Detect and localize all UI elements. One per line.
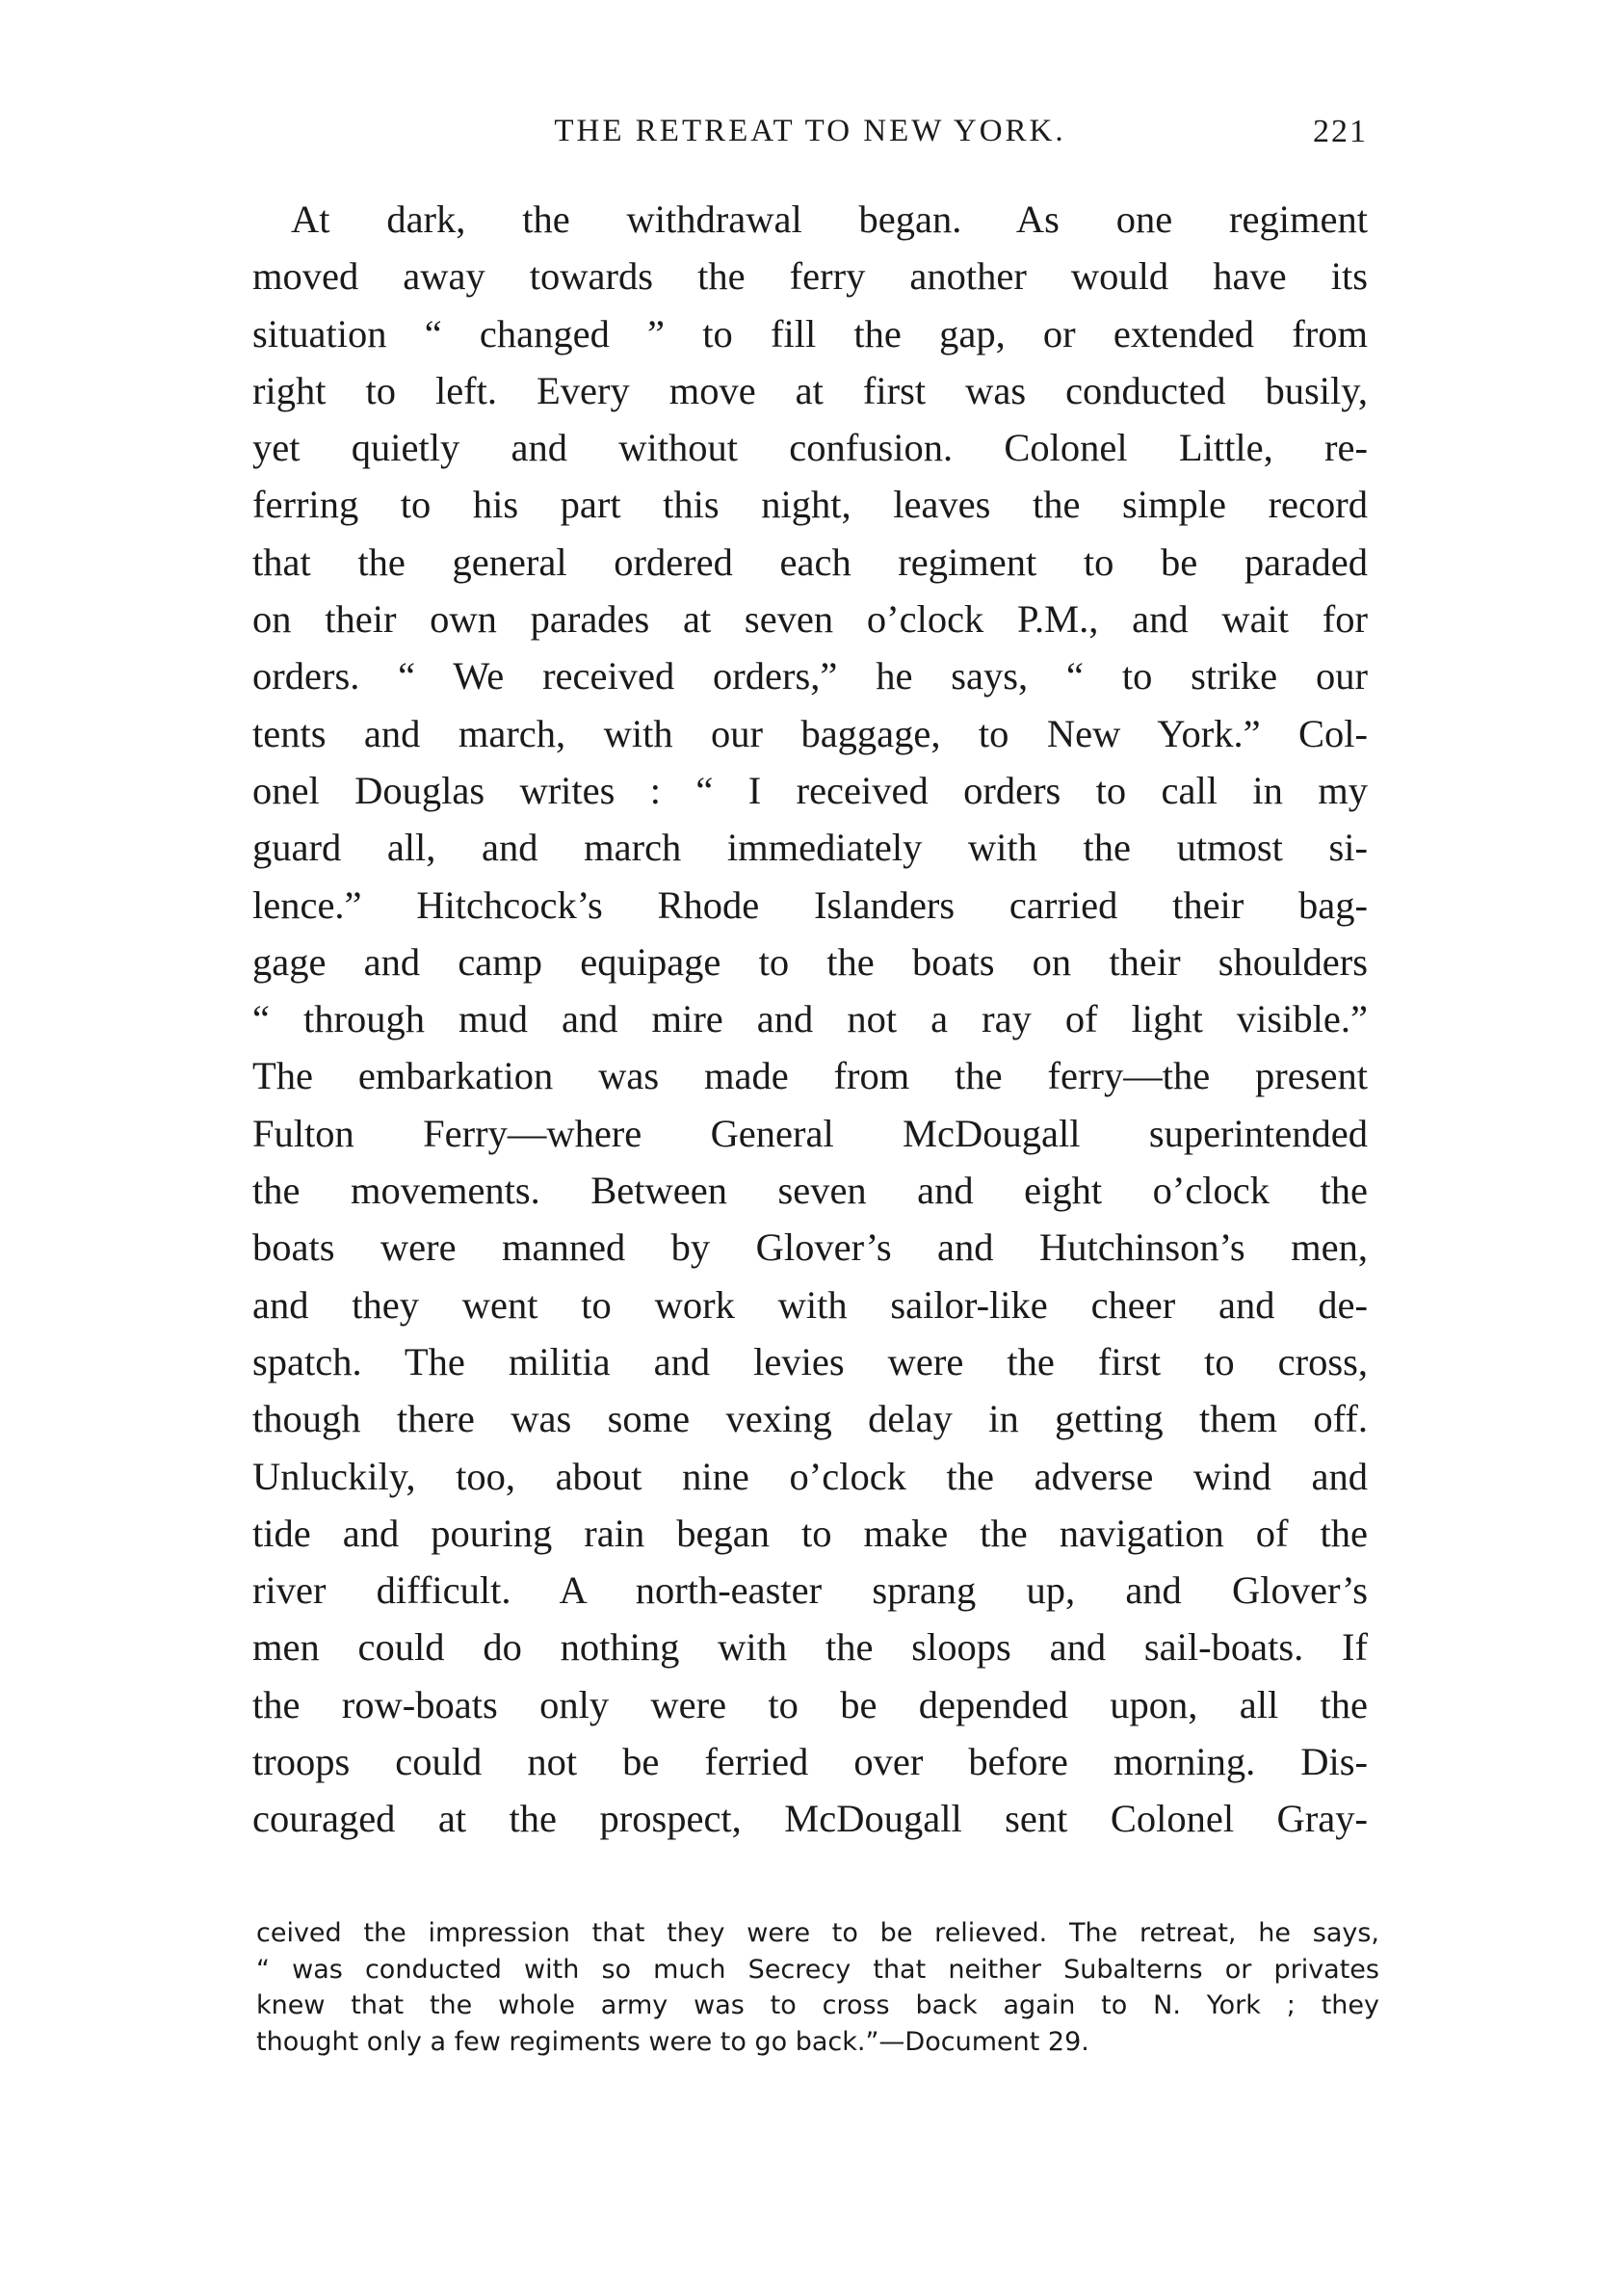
body-line: At dark, the withdrawal began. As one regiment (291, 198, 1368, 241)
footnote-line: thought only a few regiments were to go back.”—Document 29. (256, 2026, 1089, 2057)
body-line: situation “ changed ” to fill the gap, or extended from (252, 311, 1368, 356)
body-line: troops could not be ferried over before morning. Dis- (252, 1740, 1368, 1784)
body-line: though there was some vexing delay in getting them off. (252, 1397, 1368, 1441)
body-line: on their own parades at seven o’clock P.M., and wait for (252, 597, 1368, 642)
body-line: ferring to his part this night, leaves the simple record (252, 483, 1368, 527)
body-line: men could do nothing with the sloops and sail-boats. If (252, 1625, 1368, 1670)
page-header (252, 108, 1368, 156)
body-text (252, 191, 1368, 1848)
body-line: “ through mud and mire and not a ray of light visible.” (252, 997, 1368, 1041)
body-line: couraged at the prospect, McDougall sent Colonel Gray- (252, 1797, 1368, 1841)
body-line: The embarkation was made from the ferry—the present (252, 1054, 1368, 1098)
body-line: the row-boats only were to be depended upon, all the (252, 1682, 1368, 1726)
body-line: boats were manned by Glover’s and Hutchinson’s men, (252, 1225, 1368, 1270)
body-line: tide and pouring rain began to make the navigation of the (252, 1511, 1368, 1555)
footnote-line: knew that the whole army was to cross back again to N. York ; they (256, 1990, 1379, 2020)
body-line: lence.” Hitchcock’s Rhode Islanders carried their bag- (252, 882, 1368, 927)
body-line: tents and march, with our baggage, to New York.” Col- (252, 711, 1368, 755)
body-line: gage and camp equipage to the boats on their shoulders (252, 939, 1368, 984)
body-line: the movements. Between seven and eight o’clock the (252, 1169, 1368, 1213)
body-line: spatch. The militia and levies were the first to cross, (252, 1339, 1368, 1383)
page-number: 221 (1313, 114, 1368, 149)
body-line: river difficult. A north-easter sprang up, and Glover’s (252, 1568, 1368, 1613)
body-line: right to left. Every move at first was conducted busily, (252, 368, 1368, 412)
body-line: that the general ordered each regiment to be paraded (252, 540, 1368, 584)
footnote-line: “ was conducted with so much Secrecy that neither Subalterns or privates (256, 1954, 1379, 1985)
body-line: onel Douglas writes : “ I received orders to call in my (252, 768, 1368, 812)
footnote-line: ceived the impression that they were to be relieved. The retreat, he says, (256, 1918, 1379, 1948)
body-line: orders. “ We received orders,” he says, “ to strike our (252, 654, 1368, 698)
body-line: Unluckily, too, about nine o’clock the adverse wind and (252, 1454, 1368, 1498)
body-line: guard all, and march immediately with the utmost si- (252, 826, 1368, 870)
body-line: yet quietly and without confusion. Colonel Little, re- (252, 426, 1368, 470)
footnote (256, 1915, 1379, 2060)
body-line: moved away towards the ferry another would have its (252, 254, 1368, 299)
running-head: THE RETREAT TO NEW YORK. (554, 114, 1066, 148)
body-line: and they went to work with sailor-like cheer and de- (252, 1282, 1368, 1327)
body-line: Fulton Ferry—where General McDougall superintended (252, 1111, 1368, 1155)
